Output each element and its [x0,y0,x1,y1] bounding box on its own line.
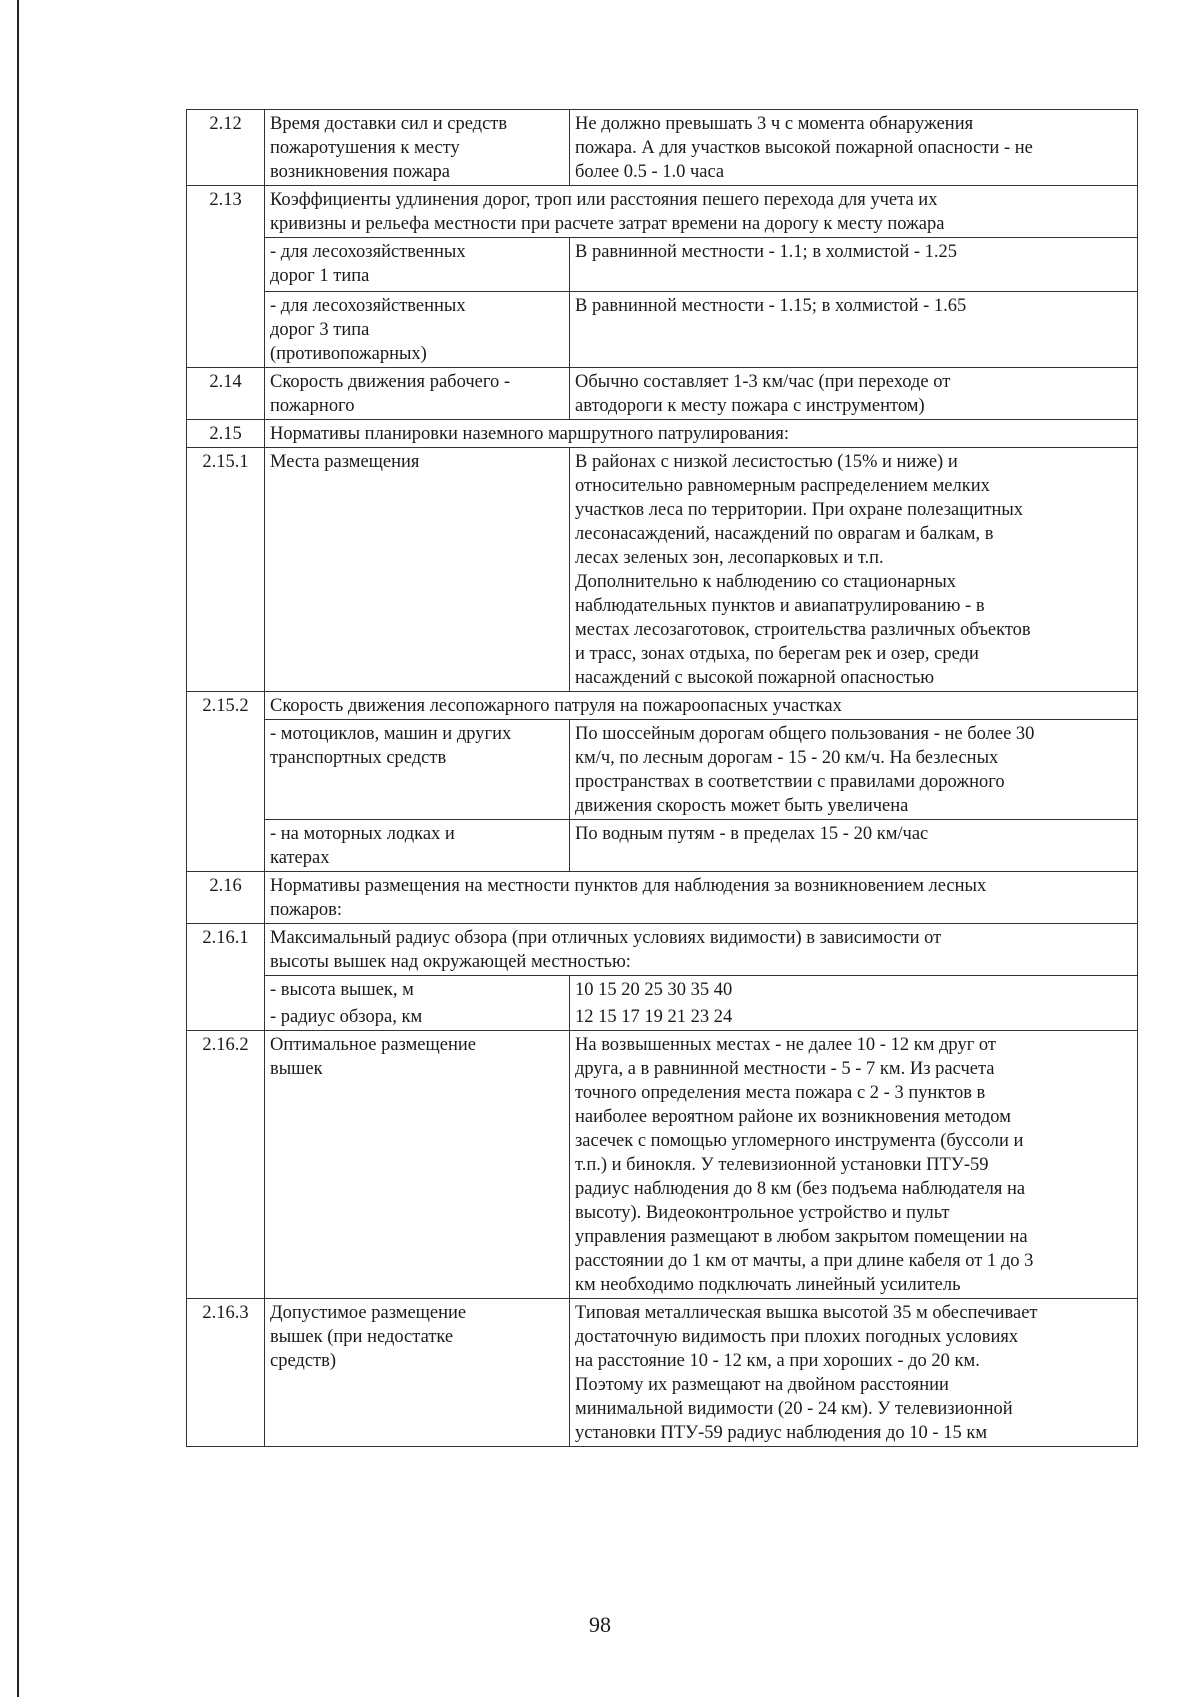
table-row [187,1031,1138,1299]
table-row [187,924,1138,976]
parameter-value: На возвышенных местах - не далее 10 - 12 км друг от друга, а в равнинной местности - 5 - 7 км. Из расчета точного определения места пожара с 2 - 3 пунктов в наиболее вероятном районе их возникновения методом засечек с помощью угломерного инструмента (буссоли и т.п.) и бинокля. У телевизионной установки ПТУ-59 радиус наблюдения до 8 км (без подъема наблюдателя на высоту). Видеоконтрольное устройство и пульт управления размещают в любом закрытом помещении на расстоянии до 1 км от мачты, а при длине кабеля от 1 до 3 км необходимо подключать линейный усилитель [570,1031,1138,1299]
table-row [187,976,1138,1004]
parameter-value: В районах с низкой лесистостью (15% и ниже) и относительно равномерным распределением мелких участков леса по территории. При охране полезащитных лесонасаждений, насаждений по оврагам и балкам, в лесах зеленых зон, лесопарковых и т.п. Дополнительно к наблюдению со стационарных наблюдательных пунктов и авиапатрулированию - в местах лесозаготовок, строительства различных объектов и трасс, зонах отдыха, по берегам рек и озер, среди насаждений с высокой пожарной опасностью [570,448,1138,692]
row-number: 2.15 [187,420,265,448]
row-number: 2.16.1 [187,924,265,976]
page-number: 98 [589,1612,611,1637]
table-row [187,110,1138,186]
row-number: 2.16 [187,872,265,924]
parameter-value: По шоссейным дорогам общего пользования - не более 30 км/ч, по лесным дорогам - 15 - 20 км/ч. На безлесных пространствах в соответствии с правилами дорожного движения скорость может быть увеличена [570,720,1138,820]
parameter-value: 10 15 20 25 30 35 40 [570,976,1138,1004]
parameter-value: Обычно составляет 1-3 км/час (при переходе от автодороги к месту пожара с инструментом) [570,368,1138,420]
parameter-name: Время доставки сил и средств пожаротушения к месту возникновения пожара [265,110,570,186]
section-header: Нормативы размещения на местности пунктов для наблюдения за возникновением лесных пожаров: [265,872,1138,924]
table-row [187,448,1138,692]
row-number: 2.13 [187,186,265,238]
section-header: Коэффициенты удлинения дорог, троп или расстояния пешего перехода для учета их кривизны и рельефа местности при расчете затрат времени на дорогу к месту пожара [265,186,1138,238]
parameter-name: - мотоциклов, машин и других транспортных средств [265,720,570,820]
parameter-name: Допустимое размещение вышек (при недостатке средств) [265,1299,570,1447]
table-row [187,720,1138,820]
row-number: 2.16.3 [187,1299,265,1447]
table-row [187,692,1138,720]
row-number: 2.16.2 [187,1031,265,1299]
parameter-value: 12 15 17 19 21 23 24 [570,1003,1138,1031]
parameter-value: По водным путям - в пределах 15 - 20 км/час [570,820,1138,872]
parameter-value: В равнинной местности - 1.1; в холмистой - 1.25 [570,238,1138,292]
table-row [187,292,1138,368]
parameter-name: Места размещения [265,448,570,692]
binding-edge-line [17,0,19,1697]
table-row [187,368,1138,420]
section-header: Скорость движения лесопожарного патруля на пожароопасных участках [265,692,1138,720]
parameter-name: - на моторных лодках и катерах [265,820,570,872]
table-row [187,238,1138,292]
section-header: Нормативы планировки наземного маршрутного патрулирования: [265,420,1138,448]
section-header: Максимальный радиус обзора (при отличных условиях видимости) в зависимости от высоты вышек над окружающей местностью: [265,924,1138,976]
parameter-name: - высота вышек, м [265,976,570,1004]
row-number: 2.15.1 [187,448,265,692]
parameter-name: - для лесохозяйственных дорог 3 типа (противопожарных) [265,292,570,368]
parameter-name: - для лесохозяйственных дорог 1 типа [265,238,570,292]
parameter-name: Оптимальное размещение вышек [265,1031,570,1299]
row-number: 2.12 [187,110,265,186]
table-row [187,1299,1138,1447]
table-row [187,420,1138,448]
row-number: 2.15.2 [187,692,265,720]
parameter-value: Типовая металлическая вышка высотой 35 м обеспечивает достаточную видимость при плохих погодных условиях на расстояние 10 - 12 км, а при хороших - до 20 км. Поэтому их размещают на двойном расстоянии минимальной видимости (20 - 24 км). У телевизионной установки ПТУ-59 радиус наблюдения до 10 - 15 км [570,1299,1138,1447]
table-row [187,872,1138,924]
table-row [187,186,1138,238]
parameter-value: Не должно превышать 3 ч с момента обнаружения пожара. А для участков высокой пожарной опасности - не более 0.5 - 1.0 часа [570,110,1138,186]
parameter-name: Скорость движения рабочего - пожарного [265,368,570,420]
parameter-value: В равнинной местности - 1.15; в холмистой - 1.65 [570,292,1138,368]
norms-table [186,109,1138,1447]
row-number: 2.14 [187,368,265,420]
table-row [187,820,1138,872]
table-row [187,1003,1138,1031]
parameter-name: - радиус обзора, км [265,1003,570,1031]
